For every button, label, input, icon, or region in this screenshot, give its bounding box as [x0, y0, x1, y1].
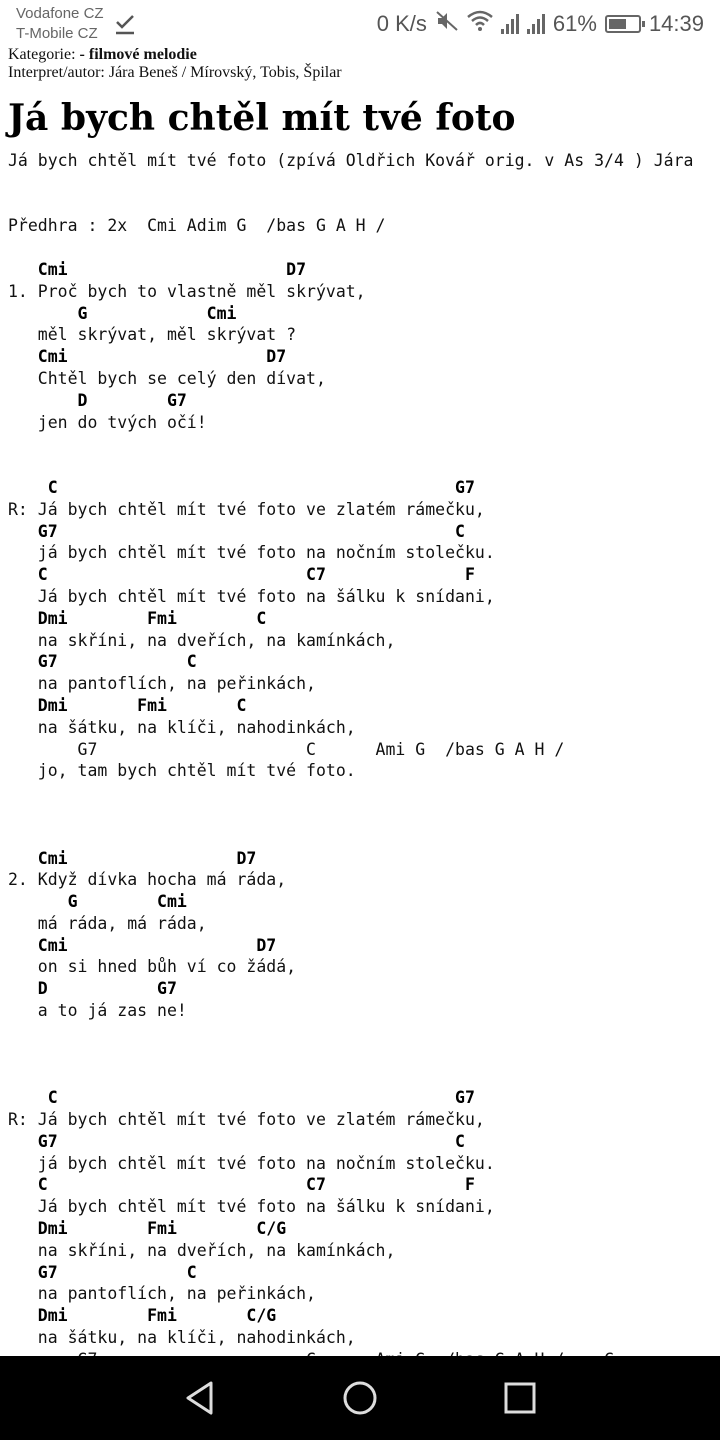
page-title: Já bych chtěl mít tvé foto: [8, 97, 516, 139]
chord-line: C C7 F: [8, 565, 475, 585]
blank-line: [8, 455, 720, 477]
lyric-line: já bych chtěl mít tvé foto na nočním stolečku.: [8, 1153, 495, 1173]
chord-line: Dmi Fmi C: [8, 608, 267, 628]
lyric-line: jen do tvých očí!: [8, 412, 207, 432]
status-bar: [0, 0, 720, 46]
chord-line: C G7: [8, 1088, 475, 1108]
navigation-bar: [0, 1356, 720, 1440]
status-icons: [377, 10, 704, 38]
lyric-line: měl skrývat, měl skrývat ?: [8, 325, 297, 345]
category-label: Kategorie:: [8, 46, 80, 63]
back-icon[interactable]: [182, 1380, 218, 1416]
blank-line: [8, 1022, 720, 1044]
lyric-line: R: Já bych chtěl mít tvé foto ve zlatém rámečku,: [8, 1110, 485, 1130]
blank-line: [8, 433, 720, 455]
lyric-line: Předhra : 2x Cmi Adim G /bas G A H /: [8, 216, 386, 236]
lyric-line: na pantoflích, na peřinkách,: [8, 674, 316, 694]
net-speed: 0 K/s: [376, 11, 427, 36]
signal-icon: [501, 14, 519, 34]
lyric-line: 2. Když dívka hocha má ráda,: [8, 870, 287, 890]
blank-line: [8, 782, 720, 804]
chord-line: Cmi D7: [8, 347, 287, 367]
blank-line: [8, 194, 720, 216]
chord-line: Cmi D7: [8, 259, 307, 279]
check-icon: [114, 13, 136, 41]
category-line: [8, 46, 720, 64]
lyric-line: na pantoflích, na peřinkách,: [8, 1284, 316, 1304]
lyric-line: Chtěl bych se celý den dívat,: [8, 368, 326, 388]
page-content: [8, 46, 720, 1356]
chord-line: D G7: [8, 390, 187, 410]
chord-line: G7 C: [8, 652, 197, 672]
lyric-line: na skříni, na dveřích, na kamínkách,: [8, 630, 396, 650]
blank-line: [8, 1065, 720, 1087]
lyric-line: a to já zas ne!: [8, 1001, 187, 1021]
wifi-icon: [467, 10, 493, 38]
signal-icon: [527, 14, 545, 34]
chord-line: Cmi D7: [8, 848, 257, 868]
blank-line: [8, 237, 720, 259]
chord-line: C C7 F: [8, 1175, 475, 1195]
lyric-line: G7 C Ami G /bas G A H /: [8, 739, 565, 759]
lyric-line: Já bych chtěl mít tvé foto na šálku k snídani,: [8, 586, 495, 606]
author-line: [8, 64, 720, 82]
battery-icon: [605, 15, 641, 33]
carrier-2: T-Mobile CZ: [16, 25, 98, 42]
chord-line: G Cmi: [8, 892, 187, 912]
chord-line: Dmi Fmi C: [8, 695, 247, 715]
chord-line: Cmi D7: [8, 935, 277, 955]
lyric-line: na šátku, na klíči, nahodinkách,: [8, 1328, 356, 1348]
lyric-line: R: Já bych chtěl mít tvé foto ve zlatém rámečku,: [8, 499, 485, 519]
chord-line: G Cmi: [8, 303, 237, 323]
chord-line: C G7: [8, 477, 475, 497]
category-link[interactable]: - filmové melodie: [79, 46, 197, 63]
chord-line: G7 C: [8, 1262, 197, 1282]
lyric-line: já bych chtěl mít tvé foto na nočním stolečku.: [8, 543, 495, 563]
lyric-line: na šátku, na klíči, nahodinkách,: [8, 717, 356, 737]
blank-line: [8, 172, 720, 194]
author-value: Jára Beneš / Mírovský, Tobis, Špilar: [108, 64, 342, 81]
home-icon[interactable]: [342, 1380, 378, 1416]
lyric-line: on si hned bůh ví co žádá,: [8, 957, 297, 977]
battery-fill: [609, 19, 626, 29]
chord-line: D G7: [8, 979, 177, 999]
lyric-line: 1. Proč bych to vlastně měl skrývat,: [8, 281, 366, 301]
lyric-line: na skříni, na dveřích, na kamínkách,: [8, 1240, 396, 1260]
chord-line: Dmi Fmi C/G: [8, 1219, 287, 1239]
carrier-names: [16, 4, 104, 44]
blank-line: [8, 804, 720, 826]
mute-icon: [435, 9, 459, 39]
chord-line: Dmi Fmi C/G: [8, 1306, 277, 1326]
lyric-line: má ráda, má ráda,: [8, 913, 207, 933]
lyric-line: jo, tam bych chtěl mít tvé foto.: [8, 761, 356, 781]
carrier-1: Vodafone CZ: [16, 5, 104, 22]
battery-percent: 61%: [552, 11, 597, 36]
author-label: Interpret/autor:: [8, 64, 109, 81]
song-lyrics: [8, 150, 720, 1392]
clock: 14:39: [648, 11, 704, 36]
chord-line: G7 C: [8, 521, 465, 541]
lyric-line: Já bych chtěl mít tvé foto na šálku k snídani,: [8, 1197, 495, 1217]
blank-line: [8, 1044, 720, 1066]
lyric-line: Já bych chtěl mít tvé foto (zpívá Oldřich Kovář orig. v As 3/4 ) Jára: [8, 151, 694, 170]
recents-icon[interactable]: [502, 1380, 538, 1416]
chord-line: G7 C: [8, 1131, 465, 1151]
blank-line: [8, 826, 720, 848]
